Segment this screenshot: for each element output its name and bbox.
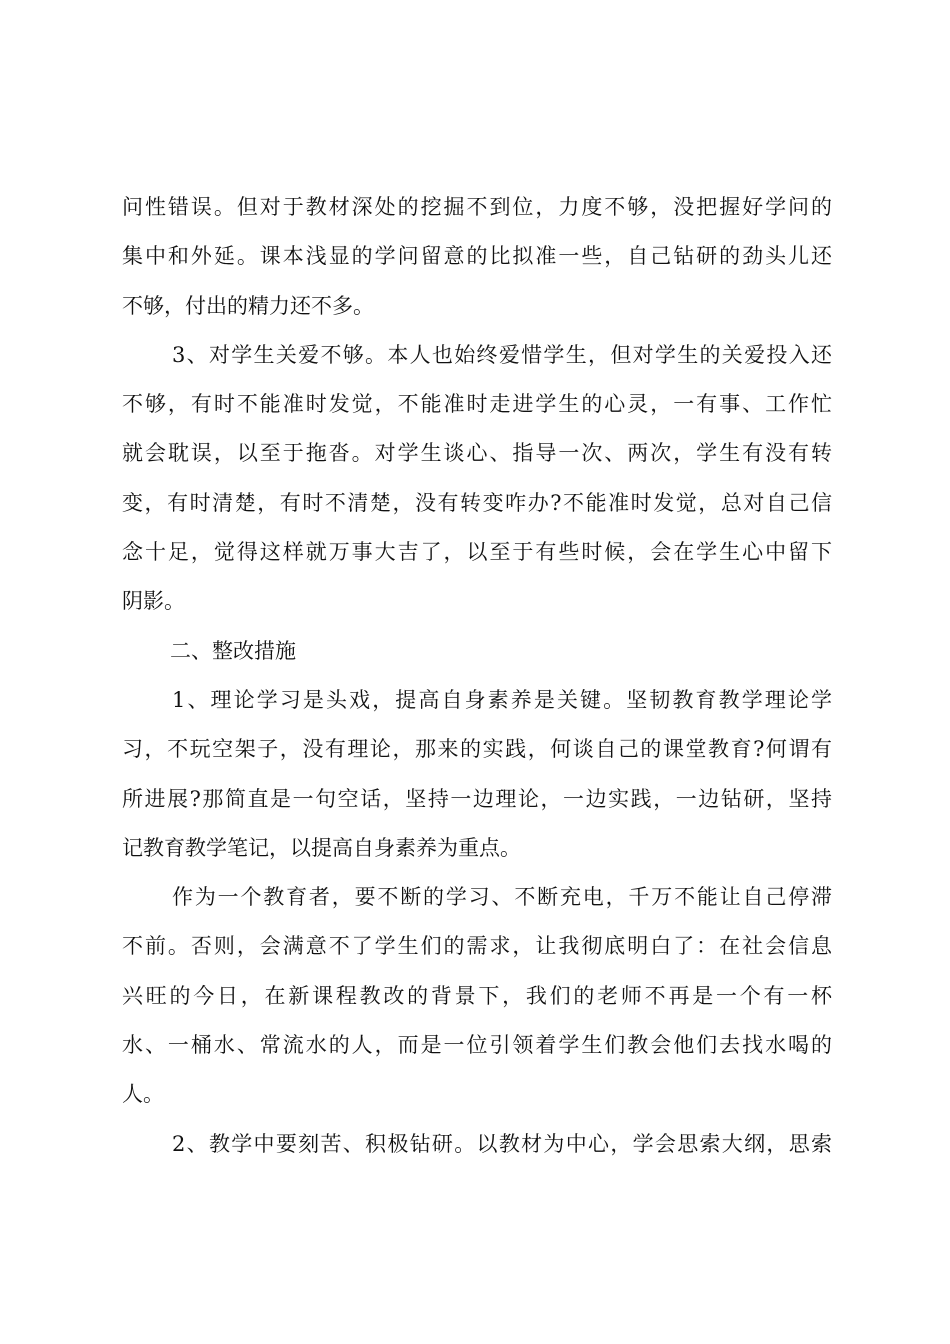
- text-line: 1、理论学习是头戏，提高自身素养是关键。坚韧教育教学理论学: [172, 687, 832, 712]
- text-line: 2、教学中要刻苦、积极钻研。以教材为中心，学会思索大纲，思索: [172, 1131, 832, 1156]
- text-line: 水、一桶水、常流水的人，而是一位引领着学生们教会他们去找水喝的: [122, 1033, 832, 1058]
- text-line: 兴旺的今日，在新课程教改的背景下，我们的老师不再是一个有一杯: [122, 983, 832, 1008]
- text-line: 念十足，觉得这样就万事大吉了，以至于有些时候，会在学生心中留下: [122, 540, 832, 565]
- text-line: 就会耽误，以至于拖沓。对学生谈心、指导一次、两次，学生有没有转: [122, 441, 832, 466]
- text-line: 人。: [122, 1082, 164, 1107]
- document-body: [122, 183, 832, 1169]
- section-heading: 二、整改措施: [170, 638, 296, 663]
- text-line: 3、对学生关爱不够。本人也始终爱惜学生，但对学生的关爱投入还: [172, 342, 832, 367]
- text-line: 阴影。: [122, 589, 185, 614]
- text-line: 不前。否则，会满意不了学生们的需求，让我彻底明白了：在社会信息: [122, 934, 832, 959]
- text-line: 不够，付出的精力还不多。: [122, 293, 374, 318]
- text-line: 问性错误。但对于教材深处的挖掘不到位，力度不够，没把握好学问的: [122, 195, 832, 219]
- text-line: 不够，有时不能准时发觉，不能准时走进学生的心灵，一有事、工作忙: [122, 392, 832, 417]
- text-line: 作为一个教育者，要不断的学习、不断充电，千万不能让自己停滞: [172, 885, 832, 910]
- text-line: 集中和外延。课本浅显的学问留意的比拟准一些，自己钻研的劲头儿还: [122, 244, 832, 269]
- text-line: 所进展?那简直是一句空话，坚持一边理论，一边实践，一边钻研，坚持: [122, 786, 832, 811]
- text-line: 习，不玩空架子，没有理论，那来的实践，何谈自己的课堂教育?何谓有: [122, 737, 832, 762]
- text-line: 记教育教学笔记，以提高自身素养为重点。: [122, 835, 521, 860]
- text-line: 变，有时清楚，有时不清楚，没有转变咋办?不能准时发觉，总对自己信: [122, 490, 832, 515]
